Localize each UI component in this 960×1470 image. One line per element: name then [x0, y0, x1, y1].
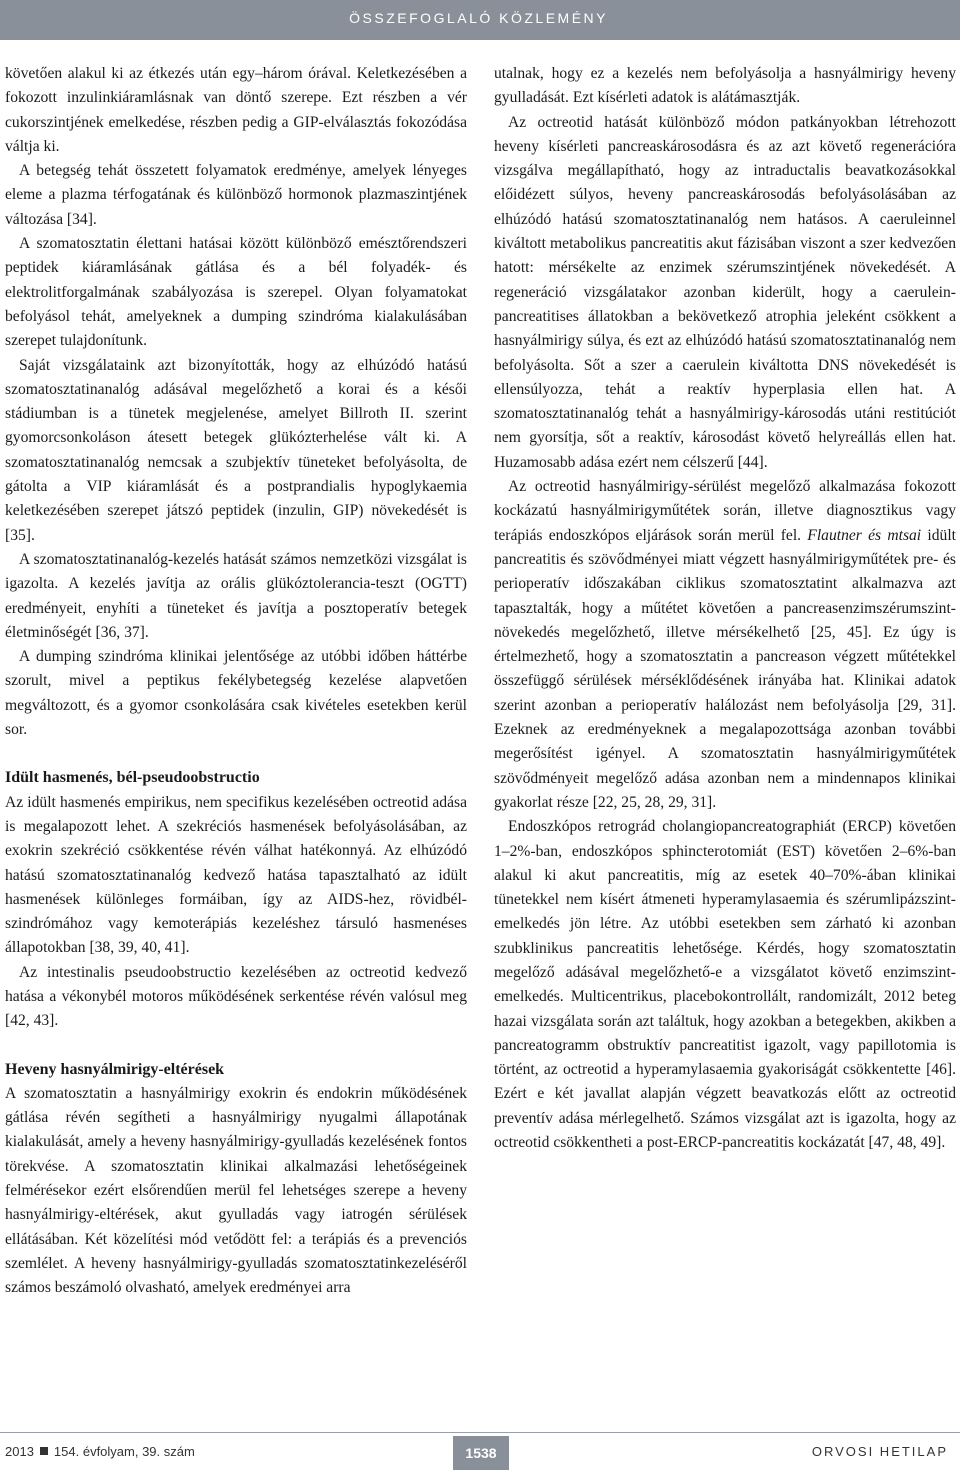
- paragraph: [494, 475, 956, 815]
- paragraph: Saját vizsgálataink azt bizonyították, hogy az elhúzódó hatású szomatosztatinanalóg adásával megelőzhető a korai és a késői stádiumban is a tünetek megjelenése, amelyet Billroth II. szerint gyomorcsonkoláson átesett betegek glükózterhelése vált ki. A szomatosztatinanalóg nemcsak a szubjektív tüneteket befolyásolta, de gátolta a VIP kiáramlását és a postprandialis hypoglykaemia keletkezésében szerepet játszó peptidek (inzulin, GIP) növekedését is [35].: [5, 356, 467, 544]
- journal-name: ORVOSI HETILAP: [811, 1444, 948, 1459]
- section-heading: Heveny hasnyálmirigy-eltérések: [5, 1060, 225, 1078]
- paragraph: A szomatosztatin élettani hatásai között különböző emésztőrendszeri peptidek kiáramlásának gátlása és a bél folyadék- és elektrolitforgalmának szabályozása is szerepel. Olyan folyamatokat befolyásol tehát, amelyeknek a dumping szindróma kialakulásában szerepet tulajdonítunk.: [5, 235, 467, 350]
- paragraph: A dumping szindróma klinikai jelentősége az utóbbi időben háttérbe szorult, mivel a peptikus fekélybetegség kezelése alapvetően megváltozott, és a gyomor csonkolására csak kivételes esetekben kerül sor.: [5, 648, 467, 739]
- paragraph: A betegség tehát összetett folyamatok eredménye, amelyek lényeges eleme a plazma térfogatának és különböző hormonok plazmaszintjének változása [34].: [5, 162, 467, 228]
- section-title: ÖSSZEFOGLALÓ KÖZLEMÉNY: [349, 10, 608, 26]
- author-citation: Flautner és mtsai: [807, 526, 922, 544]
- left-column: [5, 62, 467, 1301]
- section-heading: Idült hasmenés, bél-pseudoobstructio: [5, 769, 260, 787]
- footer-issue-info: [5, 1444, 195, 1459]
- paragraph: Az octreotid hatását különböző módon patkányokban létrehozott heveny kísérleti pancreaskárosodásra és az azt követő regenerációra vizsgálva megállapítható, hogy az intraductalis beavatkozásokkal előidézett súlyos, heveny pancreaskárosodás befolyásolásában az elhúzódó hatású szomatosztatinanalóg nem hatásos. A caeruleinnel kiváltott metabolikus pancreatitis akut fázisában viszont a szer kedvezően hatott: mérsékelte az enzimek szérumszintjének növekedését. A regeneráció vizsgálatakor azonban kiderült, hogy a caerulein-pancreatitises állatokban a bekövetkező atrophia jeleként csökkent a hasnyálmirigy súlya, és ezt az elhúzódó hatású szomatosztatinanalóg nem befolyásolta. Sőt a szer a caerulein kiváltotta DNS növekedését is ellensúlyozza, tehát a reaktív hyperplasia ellen hat. A szomatosztatinanalóg tehát a hasnyálmirigy-károsodás utáni restitúciót nem gyorsítja, sőt a reaktív, károsodást követő helyreállás ellen hat. Huzamosabb adása ezért nem célszerű [44].: [494, 113, 956, 471]
- paragraph: követően alakul ki az étkezés után egy–három órával. Keletkezésében a fokozott inzulinkiáramlásnak van döntő szerepe. Ezt részben a vér cukorszintjének emelkedése, részben pedig a GIP-elválasztás fokozódása váltja ki.: [5, 65, 467, 155]
- right-column: [494, 62, 956, 1155]
- paragraph: Az intestinalis pseudoobstructio kezelésében az octreotid kedvező hatása a vékonybél motoros működésének serkentése révén valósul meg [42, 43].: [5, 963, 467, 1030]
- footer-issue: 154. évfolyam, 39. szám: [53, 1444, 195, 1459]
- paragraph: Endoszkópos retrográd cholangiopancreatographiát (ERCP) követően 1–2%-ban, endoszkópos sphincterotomiát (EST) követően 2–6%-ban alakul ki akut pancreatitis, míg az esetek 40–70%-ában klinikai tünetekkel nem kísért átmeneti hyperamylasaemia és szérumlipázszint-emelkedés jön létre. Az utóbbi esetekben sem zárható ki azonban szubklinikus pancreatitis lehetősége. Kérdés, hogy szomatosztatin megelőző adásával megelőzhető-e a vizsgálatot követő enzimszint-emelkedés. Multicentrikus, placebokontrollált, randomizált, 2012 beteg hazai vizsgálata során azt találtuk, hogy azokban a betegekben, akikben a pancreatogramm obstruktív pancreatitist igazolt, vagy papillotomia is történt, az octreotid a hyperamylasaemia gyakoriságát csökkentette [46]. Ezért e két javallat alapján végzett beavatkozás előtt az octreotid preventív adása mérlegelhető. Számos vizsgálat azt is igazolta, hogy az octreotid csökkentheti a post-ERCP-pancreatitis kockázatát [47, 48, 49].: [494, 818, 956, 1152]
- square-bullet-icon: [40, 1447, 48, 1455]
- paragraph: A szomatosztatinanalóg-kezelés hatását számos nemzetközi vizsgálat is igazolta. A kezelés javítja az orális glükóztolerancia-teszt (OGTT) eredményeit, enyhíti a tüneteket és javítja a posztoperatív betegek életminőségét [36, 37].: [5, 550, 467, 641]
- paragraph: Az idült hasmenés empirikus, nem specifikus kezelésében octreotid adása is megalapozott lehet. A szekréciós hasmenések befolyásolásában, az exokrin szekréció csökkentése révén válhat hatékonnyá. Az elhúzódó hatású szomatosztatinanalóg kedvező hatása tapasztalható az idült hasmenések különleges formáiban, így az AIDS-hez, rövidbél-szindrómához vagy kemoterápiás kezeléshez társuló hasmenéses állapotokban [38, 39, 40, 41].: [5, 793, 467, 957]
- text: idült pancreatitis és szövődményei miatt végzett hasnyálmirigyműtétek pre- és perioperatív időszakában ciklikus szomatosztatint alkalmazva azt tapasztalták, hogy a műtétet követően a pancreasenzimszérumszint-növekedés megelőzhető, illetve mérsékelhető [25, 45]. Ez úgy is értelmezhető, hogy a szomatosztatin a pancreason végzett műtétekkel összefüggő sérülések mérséklődésének irányába hat. Klinikai adatok szerint azonban a perioperatív halálozást nem befolyásolja [29, 31]. Ezeknek az eredményeknek a megalapozottsága azonban további megerősítést igényel. A szomatosztatin hasnyálmirigyműtétek szövődményeit megelőző adása azonban nem a mindennapos klinikai gyakorlat része [22, 25, 28, 29, 31].: [494, 526, 956, 811]
- footer-rule: [0, 1432, 960, 1433]
- paragraph: utalnak, hogy ez a kezelés nem befolyásolja a hasnyálmirigy heveny gyulladását. Ezt kísérleti adatok is alátámasztják.: [494, 65, 956, 107]
- text: Az octreotid hasnyálmirigy-sérülést megelőző alkalmazása fokozott kockázatú hasnyálmirigyműtétek során, illetve diagnosztikus vagy terápiás endoszkópos eljárások során merül fel.: [494, 478, 956, 544]
- page-number: 1538: [453, 1436, 509, 1470]
- paragraph: A szomatosztatin a hasnyálmirigy exokrin és endokrin működésének gátlása révén segítheti a hasnyálmirigy nyugalmi állapotának kialakulását, amely a heveny hasnyálmirigy-gyulladás kezelésének fontos törekvése. A szomatosztatin klinikai alkalmazási lehetőségeinek felmérésekor ezért elsőrendűen merül fel lehetséges szerepe a heveny hasnyálmirigy-eltérések, akut gyulladás vagy iatrogén sérülések ellátásában. Két közelítési mód vetődött fel: a terápiás és a prevenciós szemlélet. A heveny hasnyálmirigy-gyulladás szomatosztatinkezeléséről számos beszámoló olvasható, amelyek eredményei arra: [5, 1084, 467, 1297]
- footer-year: 2013: [5, 1444, 34, 1459]
